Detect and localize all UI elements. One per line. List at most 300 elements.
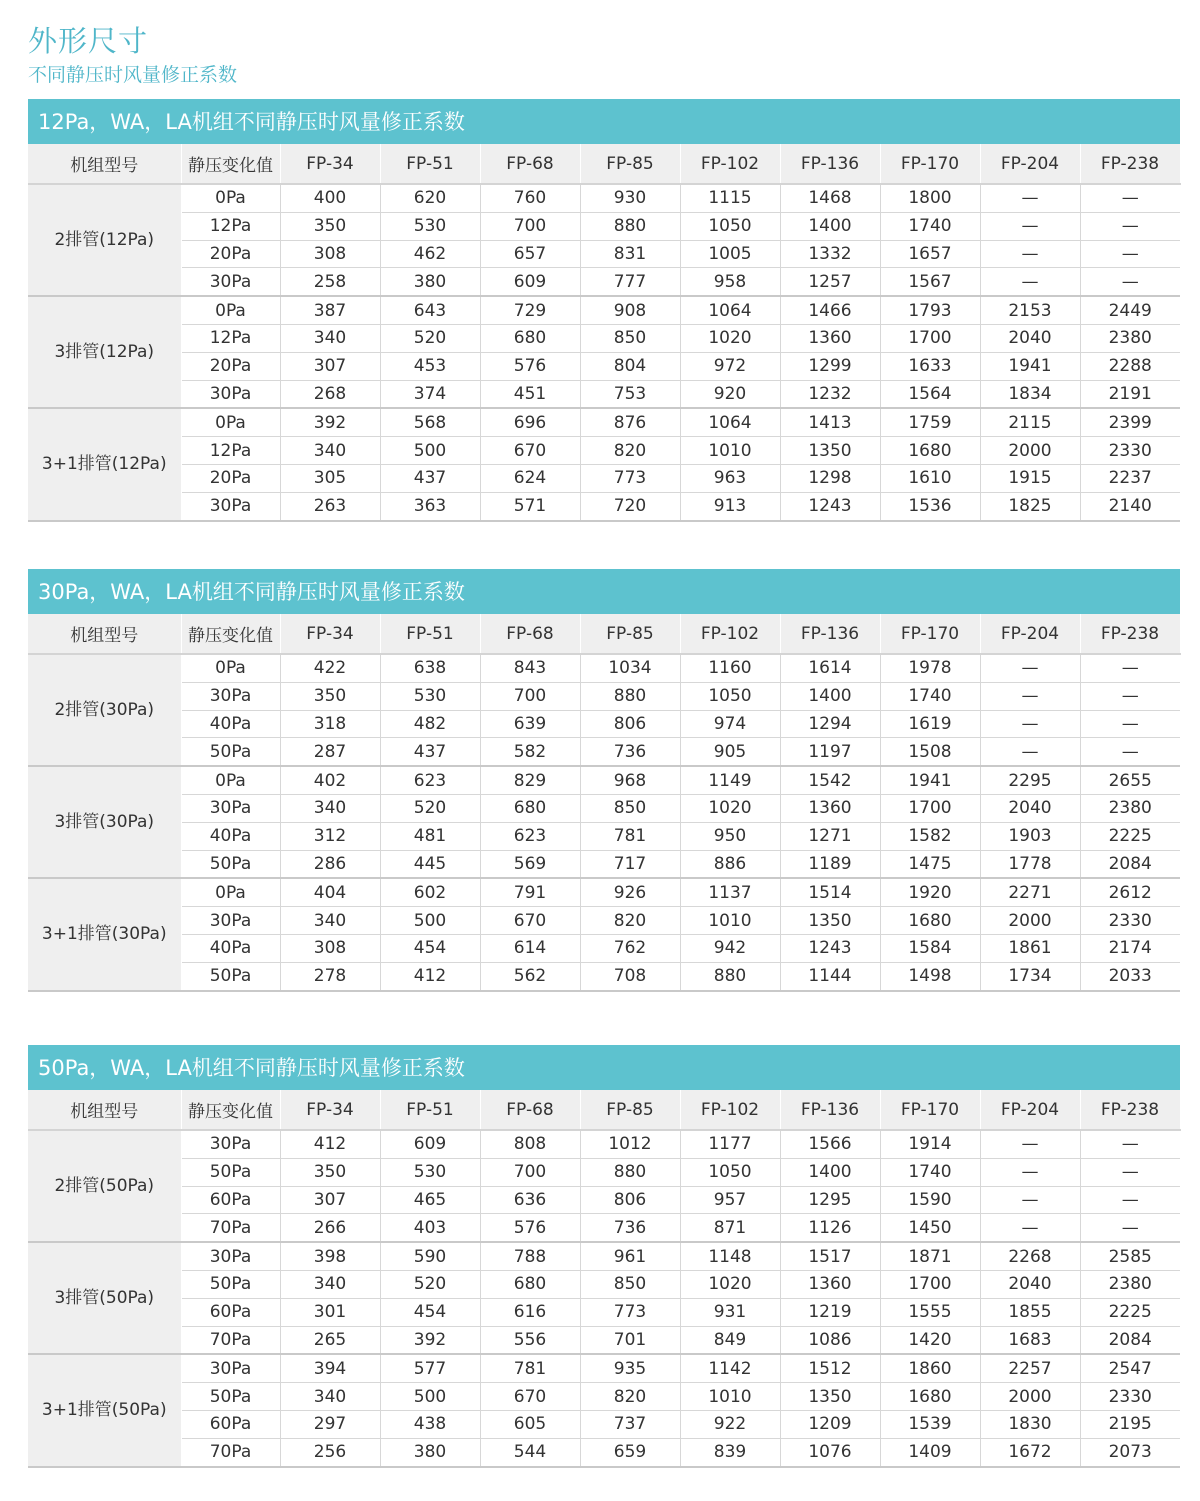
airflow-value-cell: 2380 (1080, 794, 1180, 822)
airflow-value-cell: 1243 (780, 492, 880, 520)
airflow-value-cell: 2547 (1080, 1354, 1180, 1382)
airflow-value-cell: 1271 (780, 822, 880, 850)
airflow-value-cell: 556 (480, 1326, 580, 1354)
airflow-value-cell: 1126 (780, 1214, 880, 1242)
airflow-value-cell: 1978 (880, 654, 980, 682)
airflow-value-cell: 2140 (1080, 492, 1180, 520)
airflow-value-cell: 437 (380, 738, 480, 766)
airflow-value-cell: 1360 (780, 1270, 880, 1298)
airflow-value-cell: 609 (380, 1130, 480, 1158)
airflow-value-cell: 1298 (780, 464, 880, 492)
pressure-cell: 60Pa (181, 1410, 280, 1438)
airflow-value-cell: 1257 (780, 268, 880, 296)
pressure-cell: 30Pa (181, 380, 280, 408)
airflow-value-cell: 1834 (980, 380, 1080, 408)
airflow-value-cell: 1825 (980, 492, 1080, 520)
column-header: FP-238 (1080, 1090, 1180, 1130)
pressure-cell: 30Pa (181, 1354, 280, 1382)
airflow-value-cell: 451 (480, 380, 580, 408)
airflow-value-cell: 1468 (780, 184, 880, 212)
pressure-cell: 30Pa (181, 1242, 280, 1270)
table-header-row (28, 1090, 1180, 1130)
airflow-value-cell: 1350 (780, 907, 880, 935)
airflow-value-cell: — (980, 1130, 1080, 1158)
table-row (28, 184, 1180, 212)
airflow-value-cell: 808 (480, 1130, 580, 1158)
airflow-value-cell: 1855 (980, 1298, 1080, 1326)
table-row (28, 1354, 1180, 1382)
airflow-value-cell: 1466 (780, 296, 880, 324)
airflow-value-cell: 278 (280, 962, 380, 990)
airflow-value-cell: 2380 (1080, 1270, 1180, 1298)
table-row (28, 464, 1180, 492)
airflow-value-cell: 258 (280, 268, 380, 296)
table-row (28, 212, 1180, 240)
airflow-value-cell: 445 (380, 850, 480, 878)
airflow-value-cell: 1657 (880, 240, 980, 268)
table-header-row (28, 144, 1180, 184)
airflow-value-cell: 1740 (880, 682, 980, 710)
column-header: FP-170 (880, 144, 980, 184)
pressure-cell: 0Pa (181, 184, 280, 212)
airflow-value-cell: 1012 (580, 1130, 680, 1158)
airflow-value-cell: 1475 (880, 850, 980, 878)
airflow-value-cell: 1567 (880, 268, 980, 296)
airflow-value-cell: 806 (580, 1186, 680, 1214)
airflow-value-cell: 1871 (880, 1242, 980, 1270)
airflow-value-cell: 500 (380, 907, 480, 935)
airflow-value-cell: 820 (580, 1383, 680, 1411)
airflow-value-cell: 701 (580, 1326, 680, 1354)
airflow-value-cell: 412 (280, 1130, 380, 1158)
airflow-value-cell: 577 (380, 1354, 480, 1382)
airflow-value-cell: 1498 (880, 962, 980, 990)
airflow-value-cell: 659 (580, 1438, 680, 1466)
airflow-value-cell: 1020 (680, 324, 780, 352)
airflow-value-cell: — (980, 1214, 1080, 1242)
airflow-value-cell: 1633 (880, 352, 980, 380)
column-header: 静压变化值 (181, 144, 280, 184)
pressure-cell: 50Pa (181, 1383, 280, 1411)
pressure-cell: 50Pa (181, 850, 280, 878)
airflow-value-cell: 530 (380, 212, 480, 240)
airflow-value-cell: 530 (380, 682, 480, 710)
airflow-value-cell: 1400 (780, 1158, 880, 1186)
airflow-value-cell: 1034 (580, 654, 680, 682)
airflow-value-cell: 1020 (680, 794, 780, 822)
airflow-value-cell: 876 (580, 408, 680, 436)
column-header: FP-204 (980, 144, 1080, 184)
airflow-value-cell: 700 (480, 682, 580, 710)
pressure-cell: 20Pa (181, 240, 280, 268)
airflow-value-cell: 1564 (880, 380, 980, 408)
airflow-value-cell: 266 (280, 1214, 380, 1242)
page-subtitle: 不同静压时风量修正系数 (28, 64, 238, 86)
airflow-value-cell: 958 (680, 268, 780, 296)
airflow-value-cell: 974 (680, 710, 780, 738)
pressure-cell: 12Pa (181, 324, 280, 352)
airflow-value-cell: 412 (380, 962, 480, 990)
airflow-value-cell: 931 (680, 1298, 780, 1326)
airflow-value-cell: 871 (680, 1214, 780, 1242)
airflow-value-cell: 1778 (980, 850, 1080, 878)
airflow-value-cell: — (980, 710, 1080, 738)
pressure-cell: 50Pa (181, 1270, 280, 1298)
pressure-cell: 70Pa (181, 1438, 280, 1466)
airflow-value-cell: 1400 (780, 682, 880, 710)
airflow-value-cell: 1508 (880, 738, 980, 766)
airflow-value-cell: — (1080, 212, 1180, 240)
airflow-value-cell: 1680 (880, 437, 980, 465)
airflow-value-cell: 404 (280, 878, 380, 906)
airflow-value-cell: 1050 (680, 682, 780, 710)
airflow-value-cell: 2033 (1080, 962, 1180, 990)
airflow-value-cell: 1137 (680, 878, 780, 906)
airflow-value-cell: 1793 (880, 296, 980, 324)
airflow-value-cell: 2585 (1080, 1242, 1180, 1270)
airflow-value-cell: 340 (280, 324, 380, 352)
airflow-value-cell: 680 (480, 324, 580, 352)
airflow-value-cell: 961 (580, 1242, 680, 1270)
airflow-value-cell: 1350 (780, 437, 880, 465)
column-header: FP-136 (780, 614, 880, 654)
airflow-value-cell: 820 (580, 437, 680, 465)
airflow-value-cell: 1800 (880, 184, 980, 212)
airflow-value-cell: 500 (380, 437, 480, 465)
airflow-value-cell: 950 (680, 822, 780, 850)
column-header: FP-68 (480, 614, 580, 654)
airflow-value-cell: 1700 (880, 794, 980, 822)
airflow-value-cell: 753 (580, 380, 680, 408)
airflow-value-cell: 1160 (680, 654, 780, 682)
airflow-value-cell: 2612 (1080, 878, 1180, 906)
airflow-value-cell: 568 (380, 408, 480, 436)
table-row (28, 962, 1180, 990)
pressure-cell: 40Pa (181, 710, 280, 738)
airflow-value-cell: 880 (580, 212, 680, 240)
data-table (28, 1090, 1181, 1468)
airflow-value-cell: 839 (680, 1438, 780, 1466)
airflow-value-cell: 1582 (880, 822, 980, 850)
airflow-value-cell: 465 (380, 1186, 480, 1214)
airflow-value-cell: 729 (480, 296, 580, 324)
airflow-value-cell: 2449 (1080, 296, 1180, 324)
unit-model-cell: 3+1排管(50Pa) (28, 1354, 181, 1466)
table-row (28, 907, 1180, 935)
airflow-value-cell: 1064 (680, 408, 780, 436)
table-row (28, 878, 1180, 906)
airflow-value-cell: 582 (480, 738, 580, 766)
airflow-value-cell: 350 (280, 682, 380, 710)
airflow-value-cell: 438 (380, 1410, 480, 1438)
airflow-value-cell: 717 (580, 850, 680, 878)
table-row (28, 710, 1180, 738)
airflow-value-cell: 307 (280, 1186, 380, 1214)
table-row (28, 654, 1180, 682)
airflow-value-cell: 1941 (880, 766, 980, 794)
airflow-value-cell: 972 (680, 352, 780, 380)
airflow-value-cell: 340 (280, 1383, 380, 1411)
airflow-value-cell: 350 (280, 1158, 380, 1186)
airflow-value-cell: 1672 (980, 1438, 1080, 1466)
column-header: FP-34 (280, 614, 380, 654)
airflow-value-cell: 1005 (680, 240, 780, 268)
airflow-value-cell: 788 (480, 1242, 580, 1270)
airflow-value-cell: — (980, 1158, 1080, 1186)
pressure-cell: 0Pa (181, 766, 280, 794)
airflow-value-cell: 880 (580, 1158, 680, 1186)
column-header: FP-34 (280, 1090, 380, 1130)
airflow-value-cell: 1700 (880, 1270, 980, 1298)
airflow-value-cell: 968 (580, 766, 680, 794)
column-header: FP-136 (780, 1090, 880, 1130)
airflow-value-cell: — (980, 682, 1080, 710)
airflow-value-cell: 2288 (1080, 352, 1180, 380)
data-table (28, 614, 1181, 992)
unit-model-cell: 3排管(30Pa) (28, 766, 181, 878)
airflow-value-cell: 520 (380, 794, 480, 822)
airflow-value-cell: 1148 (680, 1242, 780, 1270)
airflow-value-cell: 1232 (780, 380, 880, 408)
column-header: 机组型号 (28, 144, 181, 184)
unit-model-cell: 3排管(12Pa) (28, 296, 181, 408)
airflow-value-cell: 880 (580, 682, 680, 710)
table-row (28, 1326, 1180, 1354)
table-row (28, 1270, 1180, 1298)
airflow-value-cell: 781 (480, 1354, 580, 1382)
airflow-value-cell: 1514 (780, 878, 880, 906)
airflow-value-cell: 791 (480, 878, 580, 906)
table-header-row (28, 614, 1180, 654)
airflow-value-cell: 1219 (780, 1298, 880, 1326)
pressure-cell: 50Pa (181, 1158, 280, 1186)
airflow-value-cell: 569 (480, 850, 580, 878)
column-header: FP-238 (1080, 144, 1180, 184)
airflow-value-cell: — (980, 240, 1080, 268)
airflow-value-cell: 1584 (880, 934, 980, 962)
airflow-value-cell: — (1080, 240, 1180, 268)
column-header: FP-68 (480, 1090, 580, 1130)
airflow-value-cell: 453 (380, 352, 480, 380)
airflow-value-cell: 1542 (780, 766, 880, 794)
airflow-value-cell: 374 (380, 380, 480, 408)
airflow-value-cell: 402 (280, 766, 380, 794)
airflow-value-cell: 263 (280, 492, 380, 520)
airflow-value-cell: 850 (580, 794, 680, 822)
table-row (28, 1298, 1180, 1326)
airflow-value-cell: 720 (580, 492, 680, 520)
airflow-value-cell: 700 (480, 1158, 580, 1186)
pressure-cell: 50Pa (181, 962, 280, 990)
airflow-value-cell: 2330 (1080, 437, 1180, 465)
data-table (28, 144, 1181, 522)
airflow-value-cell: 297 (280, 1410, 380, 1438)
airflow-value-cell: — (980, 268, 1080, 296)
unit-model-cell: 2排管(12Pa) (28, 184, 181, 296)
column-header: 机组型号 (28, 1090, 181, 1130)
column-header: FP-51 (380, 1090, 480, 1130)
airflow-value-cell: 2330 (1080, 907, 1180, 935)
airflow-value-cell: 1299 (780, 352, 880, 380)
airflow-value-cell: 340 (280, 794, 380, 822)
table-row (28, 240, 1180, 268)
airflow-value-cell: 482 (380, 710, 480, 738)
airflow-value-cell: 643 (380, 296, 480, 324)
table-row (28, 822, 1180, 850)
pressure-cell: 30Pa (181, 682, 280, 710)
page-title: 外形尺寸 (28, 24, 149, 58)
airflow-value-cell: 590 (380, 1242, 480, 1270)
pressure-cell: 0Pa (181, 654, 280, 682)
airflow-value-cell: — (1080, 1214, 1180, 1242)
column-header: 静压变化值 (181, 614, 280, 654)
column-header: FP-51 (380, 614, 480, 654)
airflow-value-cell: 1619 (880, 710, 980, 738)
airflow-value-cell: 1903 (980, 822, 1080, 850)
airflow-value-cell: 1144 (780, 962, 880, 990)
unit-model-cell: 3排管(50Pa) (28, 1242, 181, 1354)
pressure-cell: 40Pa (181, 822, 280, 850)
pressure-cell: 12Pa (181, 212, 280, 240)
table-row (28, 324, 1180, 352)
airflow-value-cell: 2084 (1080, 1326, 1180, 1354)
table-row (28, 850, 1180, 878)
airflow-value-cell: 1197 (780, 738, 880, 766)
airflow-value-cell: 392 (380, 1326, 480, 1354)
airflow-value-cell: 437 (380, 464, 480, 492)
airflow-value-cell: 1360 (780, 324, 880, 352)
airflow-value-cell: 1064 (680, 296, 780, 324)
pressure-cell: 0Pa (181, 408, 280, 436)
airflow-value-cell: — (980, 212, 1080, 240)
pressure-cell: 0Pa (181, 878, 280, 906)
airflow-value-cell: 2655 (1080, 766, 1180, 794)
airflow-value-cell: 1020 (680, 1270, 780, 1298)
airflow-value-cell: 1860 (880, 1354, 980, 1382)
pressure-cell: 20Pa (181, 464, 280, 492)
pressure-cell: 50Pa (181, 738, 280, 766)
column-header: FP-102 (680, 144, 780, 184)
airflow-value-cell: 908 (580, 296, 680, 324)
airflow-value-cell: 1614 (780, 654, 880, 682)
column-header: 静压变化值 (181, 1090, 280, 1130)
section-title: 30Pa，WA，LA机组不同静压时风量修正系数 (28, 569, 1180, 614)
airflow-value-cell: — (1080, 268, 1180, 296)
table-row (28, 794, 1180, 822)
table-row (28, 1186, 1180, 1214)
airflow-value-cell: 571 (480, 492, 580, 520)
unit-model-cell: 3+1排管(30Pa) (28, 878, 181, 990)
column-header: FP-170 (880, 1090, 980, 1130)
airflow-value-cell: 403 (380, 1214, 480, 1242)
airflow-value-cell: — (1080, 184, 1180, 212)
airflow-value-cell: 700 (480, 212, 580, 240)
pressure-cell: 60Pa (181, 1186, 280, 1214)
column-header: FP-85 (580, 144, 680, 184)
pressure-cell: 20Pa (181, 352, 280, 380)
airflow-value-cell: 520 (380, 1270, 480, 1298)
airflow-value-cell: 806 (580, 710, 680, 738)
table-row (28, 268, 1180, 296)
column-header: FP-102 (680, 614, 780, 654)
section-title: 50Pa，WA，LA机组不同静压时风量修正系数 (28, 1045, 1180, 1090)
airflow-value-cell: 913 (680, 492, 780, 520)
airflow-value-cell: 886 (680, 850, 780, 878)
airflow-value-cell: 1680 (880, 907, 980, 935)
airflow-value-cell: 737 (580, 1410, 680, 1438)
airflow-value-cell: — (1080, 1130, 1180, 1158)
airflow-value-cell: 609 (480, 268, 580, 296)
airflow-value-cell: 340 (280, 907, 380, 935)
airflow-value-cell: 957 (680, 1186, 780, 1214)
airflow-value-cell: 422 (280, 654, 380, 682)
airflow-value-cell: 2084 (1080, 850, 1180, 878)
airflow-value-cell: 1512 (780, 1354, 880, 1382)
airflow-value-cell: 1350 (780, 1383, 880, 1411)
column-header: FP-136 (780, 144, 880, 184)
airflow-value-cell: 454 (380, 1298, 480, 1326)
airflow-value-cell: 696 (480, 408, 580, 436)
airflow-value-cell: 1590 (880, 1186, 980, 1214)
airflow-value-cell: 773 (580, 1298, 680, 1326)
airflow-value-cell: 1177 (680, 1130, 780, 1158)
table-row (28, 352, 1180, 380)
airflow-value-cell: 312 (280, 822, 380, 850)
airflow-value-cell: 804 (580, 352, 680, 380)
table-row (28, 766, 1180, 794)
airflow-value-cell: 1830 (980, 1410, 1080, 1438)
unit-model-cell: 2排管(50Pa) (28, 1130, 181, 1242)
airflow-value-cell: — (980, 184, 1080, 212)
column-header: FP-238 (1080, 614, 1180, 654)
pressure-cell: 12Pa (181, 437, 280, 465)
airflow-value-cell: 1734 (980, 962, 1080, 990)
airflow-value-cell: 942 (680, 934, 780, 962)
airflow-value-cell: 2040 (980, 794, 1080, 822)
airflow-value-cell: 2380 (1080, 324, 1180, 352)
pressure-cell: 0Pa (181, 296, 280, 324)
table-row (28, 1438, 1180, 1466)
airflow-value-cell: 1409 (880, 1438, 980, 1466)
airflow-value-cell: 2225 (1080, 822, 1180, 850)
table-row (28, 492, 1180, 520)
airflow-value-cell: 831 (580, 240, 680, 268)
airflow-value-cell: 1010 (680, 907, 780, 935)
airflow-value-cell: 1920 (880, 878, 980, 906)
airflow-value-cell: 1683 (980, 1326, 1080, 1354)
airflow-value-cell: 286 (280, 850, 380, 878)
airflow-value-cell: 2257 (980, 1354, 1080, 1382)
airflow-value-cell: 614 (480, 934, 580, 962)
airflow-value-cell: 2040 (980, 1270, 1080, 1298)
column-header: FP-85 (580, 1090, 680, 1130)
airflow-value-cell: 1420 (880, 1326, 980, 1354)
airflow-value-cell: 624 (480, 464, 580, 492)
airflow-value-cell: 1115 (680, 184, 780, 212)
airflow-value-cell: 1914 (880, 1130, 980, 1158)
airflow-value-cell: 1209 (780, 1410, 880, 1438)
airflow-value-cell: 1915 (980, 464, 1080, 492)
section-title: 12Pa，WA，LA机组不同静压时风量修正系数 (28, 99, 1180, 144)
airflow-value-cell: 2225 (1080, 1298, 1180, 1326)
airflow-value-cell: 2268 (980, 1242, 1080, 1270)
airflow-value-cell: 2115 (980, 408, 1080, 436)
airflow-value-cell: 1010 (680, 437, 780, 465)
airflow-value-cell: — (1080, 1186, 1180, 1214)
airflow-value-cell: 1555 (880, 1298, 980, 1326)
airflow-value-cell: — (1080, 654, 1180, 682)
table-row (28, 1383, 1180, 1411)
